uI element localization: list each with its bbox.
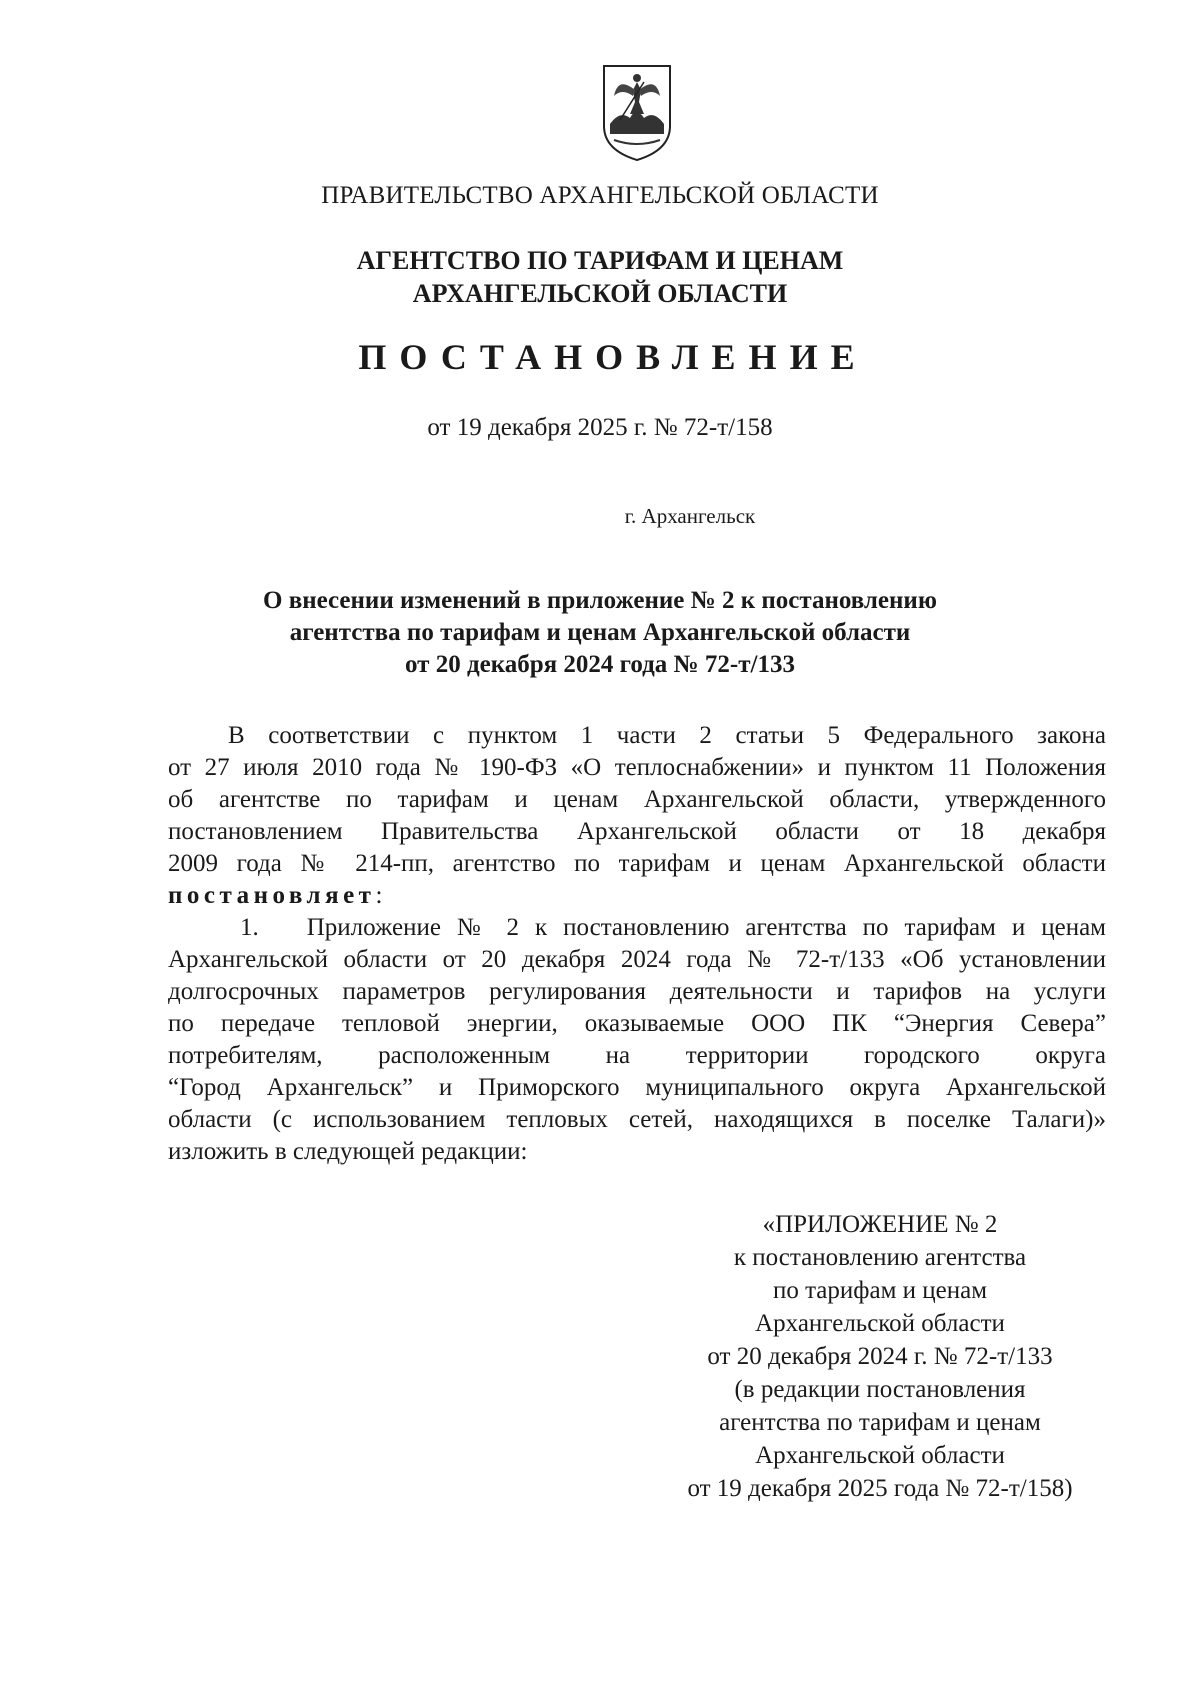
item-number: 1. <box>240 914 259 941</box>
document-subject <box>0 585 1200 681</box>
body-line: Архангельской области от 20 декабря 2024 года № 72-т/133 «Об установлении <box>168 946 1106 973</box>
agency-name-line-2: АРХАНГЕЛЬСКОЙ ОБЛАСТИ <box>412 279 788 308</box>
body-line: постановлением Правительства Архангельской области от 18 декабря <box>168 818 1106 845</box>
appendix-block <box>620 1208 1140 1505</box>
body-line: об агентстве по тарифам и ценам Архангельской области, утвержденного <box>168 786 1106 813</box>
body-line: потребителям, расположенным на территории городского округа <box>168 1042 1106 1069</box>
body-line: области (с использованием тепловых сетей, находящихся в поселке Талаги)» <box>168 1106 1106 1133</box>
appendix-line: от 19 декабря 2025 года № 72-т/158) <box>687 1475 1073 1502</box>
resolves-line <box>168 880 1106 912</box>
appendix-line: по тарифам и ценам <box>772 1277 988 1304</box>
document-date-number: от 19 декабря 2025 г. № 72-т/158 <box>427 414 773 441</box>
subject-line-1: О внесении изменений в приложение № 2 к постановлению <box>263 587 937 614</box>
subject-line-2: агентства по тарифам и ценам Архангельской области <box>289 619 911 646</box>
body-line: В соответствии с пунктом 1 части 2 статьи 5 Федерального закона <box>228 722 1106 749</box>
document-type-title: ПОСТАНОВЛЕНИЕ <box>358 337 868 377</box>
body-line: по передаче тепловой энергии, оказываемые ООО ПК “Энергия Севера” <box>168 1010 1106 1037</box>
appendix-line: Архангельской области <box>755 1310 1005 1337</box>
appendix-line: от 20 декабря 2024 г. № 72-т/133 <box>707 1343 1053 1370</box>
subject-line-3: от 20 декабря 2024 года № 72-т/133 <box>405 651 795 678</box>
resolves-word: постановляет <box>168 882 376 909</box>
coat-of-arms-icon <box>600 62 674 162</box>
body-line: долгосрочных параметров регулирования деятельности и тарифов на услуги <box>168 978 1106 1005</box>
body-line: изложить в следующей редакции: <box>168 1138 528 1165</box>
body-line: от 27 июля 2010 года № 190-ФЗ «О теплоснабжении» и пунктом 11 Положения <box>168 754 1106 781</box>
resolves-colon: : <box>375 882 383 909</box>
appendix-line: «ПРИЛОЖЕНИЕ № 2 <box>762 1211 998 1238</box>
agency-name-line-1: АГЕНТСТВО ПО ТАРИФАМ И ЦЕНАМ <box>356 246 844 275</box>
appendix-line: к постановлению агентства <box>733 1244 1027 1271</box>
appendix-line: Архангельской области <box>755 1442 1005 1469</box>
item-text-start: Приложение № 2 к постановлению агентства по тарифам и ценам <box>306 914 1106 941</box>
document-city: г. Архангельск <box>624 504 756 528</box>
government-name: ПРАВИТЕЛЬСТВО АРХАНГЕЛЬСКОЙ ОБЛАСТИ <box>321 182 879 209</box>
body-line: 2009 года № 214-пп, агентство по тарифам и ценам Архангельской области <box>168 850 1106 877</box>
document-body <box>168 720 1106 1168</box>
appendix-line: агентства по тарифам и ценам <box>719 1409 1041 1436</box>
body-line <box>168 912 1106 944</box>
body-line: “Город Архангельск” и Приморского муниципального округа Архангельской <box>168 1074 1106 1101</box>
appendix-line: (в редакции постановления <box>734 1376 1026 1403</box>
agency-name <box>0 244 1200 310</box>
